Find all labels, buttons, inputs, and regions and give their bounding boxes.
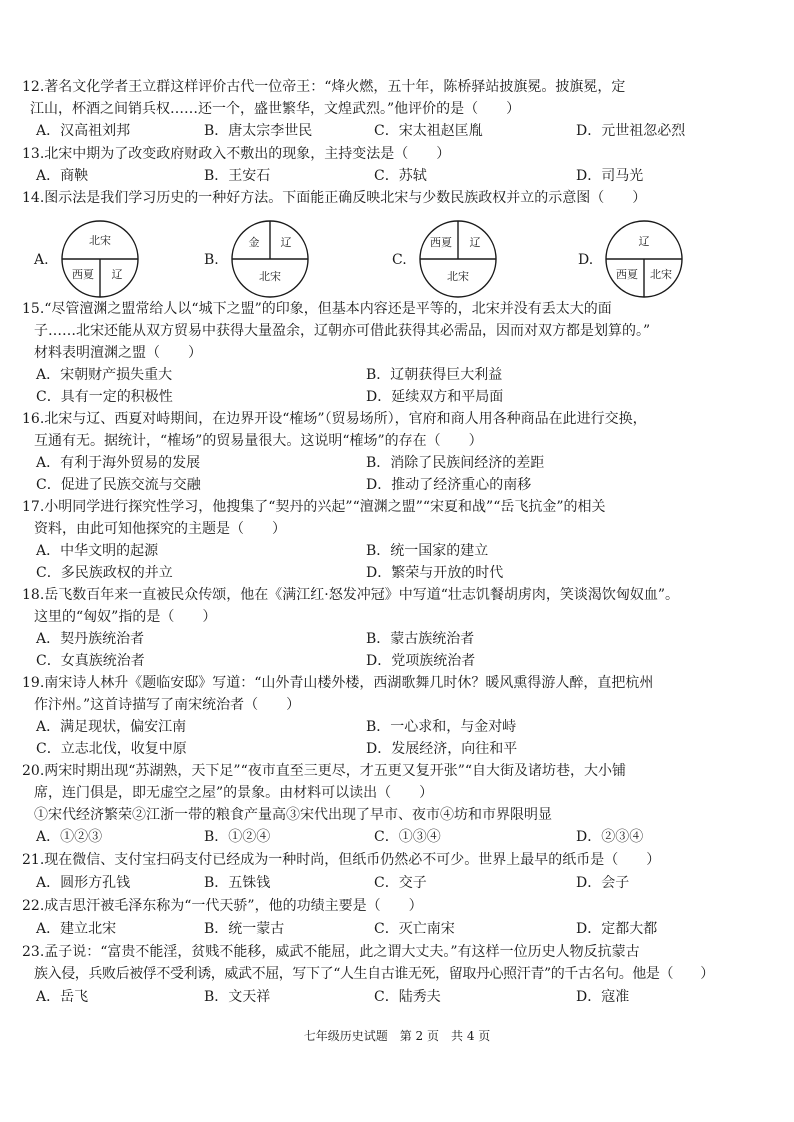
q16-options-row1 <box>36 452 766 474</box>
q22-option-b[interactable]: B．统一蒙古 <box>204 921 285 937</box>
q18-option-b[interactable]: B．蒙古族统治者 <box>366 631 475 647</box>
question-22 <box>22 895 762 917</box>
diagram-b-label-beisong: 北宋 <box>259 270 281 283</box>
q12-option-b[interactable]: B．唐太宗李世民 <box>204 123 313 139</box>
q15-option-c[interactable]: C．具有一定的积极性 <box>36 389 173 405</box>
q20-stem-line3: ①宋代经济繁荣②江浙一带的粮食产量高③宋代出现了早市、夜市④坊和市界限明显 <box>34 807 552 823</box>
q21-stem-line1: 21.现在微信、支付宝扫码支付已经成为一种时尚，但纸币仍然必不可少。世界上最早的纸币是（ ） <box>22 852 661 868</box>
q15-options-row1 <box>36 364 766 386</box>
q19-stem-line1: 19.南宋诗人林升《题临安邸》写道：“山外青山楼外楼，西湖歌舞几时休？暖风熏得游人醉，直把杭州 <box>22 675 654 691</box>
diagram-b-label-jin: 金 <box>248 236 260 249</box>
q16-option-b[interactable]: B．消除了民族间经济的差距 <box>366 455 545 471</box>
pie-diagram-b <box>226 216 314 302</box>
q17-option-b[interactable]: B．统一国家的建立 <box>366 543 489 559</box>
question-19 <box>22 672 762 716</box>
q17-stem-line2: 资料，由此可知他探究的主题是（ ） <box>34 521 286 537</box>
q20-options <box>36 826 766 848</box>
q16-stem-line2: 互通有无。据统计，“榷场”的贸易量很大。这说明“榷场”的存在（ ） <box>34 433 483 449</box>
q23-option-b[interactable]: B．文天祥 <box>204 989 271 1005</box>
q12-stem-line1: 12.著名文化学者王立群这样评价古代一位帝王：“烽火燃，五十年，陈桥驿站披旗冕。披旗冕，定 <box>22 79 626 95</box>
q17-option-c[interactable]: C．多民族政权的并立 <box>36 565 173 581</box>
q18-stem-line2: 这里的“匈奴”指的是（ ） <box>34 609 217 625</box>
q23-option-c[interactable]: C．陆秀夫 <box>374 989 441 1005</box>
diagram-a-label-beisong: 北宋 <box>89 234 111 247</box>
diagram-b-label-liao: 辽 <box>280 236 292 249</box>
q21-option-a[interactable]: A．圆形方孔钱 <box>36 875 131 891</box>
q22-option-d[interactable]: D．定都大都 <box>576 921 658 937</box>
pie-diagram-a <box>56 216 144 302</box>
q19-options-row1 <box>36 716 766 738</box>
q20-stem-line2: 席，连门俱是，即无虚空之屋”的景象。由材料可以读出（ ） <box>34 785 434 801</box>
q18-stem-line1: 18.岳飞数百年来一直被民众传颂，他在《满江红·怒发冲冠》中写道“壮志饥餐胡虏肉，笑谈渴饮匈奴血”。 <box>22 587 680 603</box>
q12-options <box>36 120 766 142</box>
q12-option-d[interactable]: D．元世祖忽必烈 <box>576 123 686 139</box>
q12-option-a[interactable]: A．汉高祖刘邦 <box>36 123 131 139</box>
q17-options-row2 <box>36 562 766 584</box>
pie-diagram-d <box>600 216 688 302</box>
q14-option-c-letter: C. <box>392 252 407 268</box>
question-20 <box>22 760 762 826</box>
q14-option-a-letter: A. <box>34 252 49 268</box>
q21-option-d[interactable]: D．会子 <box>576 875 630 891</box>
q20-stem-line1: 20.两宋时期出现“苏湖熟，天下足”“夜市直至三更尽，才五更又复开张”“自大街及诸坊巷，大小铺 <box>22 763 627 779</box>
q20-option-d[interactable]: D．②③④ <box>576 829 644 845</box>
q22-stem-line1: 22.成吉思汗被毛泽东称为“一代天骄”，他的功绩主要是（ ） <box>22 898 423 914</box>
q22-options <box>36 918 766 940</box>
question-15 <box>22 298 762 364</box>
diagram-c-label-liao: 辽 <box>469 236 481 249</box>
q15-stem-line1: 15.“尽管澶渊之盟常给人以“城下之盟”的印象，但基本内容还是平等的，北宋并没有丢太大的面 <box>22 301 612 317</box>
q15-stem-line3: 材料表明澶渊之盟（ ） <box>34 345 202 361</box>
q19-option-a[interactable]: A．满足现状，偏安江南 <box>36 719 187 735</box>
q20-option-a[interactable]: A．①②③ <box>36 829 103 845</box>
q16-option-a[interactable]: A．有利于海外贸易的发展 <box>36 455 201 471</box>
q18-option-a[interactable]: A．契丹族统治者 <box>36 631 145 647</box>
q18-option-c[interactable]: C．女真族统治者 <box>36 653 145 669</box>
question-13 <box>22 143 762 165</box>
q19-options-row2 <box>36 738 766 760</box>
q18-options-row1 <box>36 628 766 650</box>
q19-option-b[interactable]: B．一心求和，与金对峙 <box>366 719 517 735</box>
q18-options-row2 <box>36 650 766 672</box>
q21-options <box>36 872 766 894</box>
diagram-c-label-xixia: 西夏 <box>430 236 452 249</box>
diagram-a-label-xixia: 西夏 <box>72 268 94 281</box>
q20-option-c[interactable]: C．①③④ <box>374 829 441 845</box>
q16-option-d[interactable]: D．推动了经济重心的南移 <box>366 477 532 493</box>
question-18 <box>22 584 762 628</box>
q14-stem-line1: 14.图示法是我们学习历史的一种好方法。下面能正确反映北宋与少数民族政权并立的示意图（ ） <box>22 190 647 206</box>
q17-option-a[interactable]: A．中华文明的起源 <box>36 543 159 559</box>
q23-options <box>36 986 766 1008</box>
q18-option-d[interactable]: D．党项族统治者 <box>366 653 476 669</box>
diagram-a-label-liao: 辽 <box>111 268 123 281</box>
q14-option-d-letter: D. <box>578 252 594 268</box>
q13-option-a[interactable]: A．商鞅 <box>36 168 89 184</box>
q23-stem-line1: 23.孟子说：“富贵不能淫，贫贱不能移，威武不能屈，此之谓大丈夫。”有这样一位历史人物反抗蒙古 <box>22 944 640 960</box>
question-21 <box>22 849 762 871</box>
q15-option-d[interactable]: D．延续双方和平局面 <box>366 389 504 405</box>
question-12 <box>22 76 762 120</box>
diagram-c-label-beisong: 北宋 <box>447 270 469 283</box>
q12-stem-line2: 江山，杯酒之间销兵权……还一个，盛世繁华，文煌武烈。”他评价的是（ ） <box>30 101 521 117</box>
q16-option-c[interactable]: C．促进了民族交流与交融 <box>36 477 201 493</box>
q13-options <box>36 165 766 187</box>
q13-option-b[interactable]: B．王安石 <box>204 168 271 184</box>
q23-option-a[interactable]: A．岳飞 <box>36 989 89 1005</box>
q16-stem-line1: 16.北宋与辽、西夏对峙期间，在边界开设“榷场”（贸易场所），官府和商人用各种商品在此进行交换， <box>22 411 647 427</box>
q19-stem-line2: 作汴州。”这首诗描写了南宋统治者（ ） <box>34 697 301 713</box>
q15-options-row2 <box>36 386 766 408</box>
page-footer: 七年级历史试题 第 2 页 共 4 页 <box>303 1029 491 1043</box>
q22-option-c[interactable]: C．灭亡南宋 <box>374 921 455 937</box>
q13-option-d[interactable]: D．司马光 <box>576 168 644 184</box>
q21-option-c[interactable]: C．交子 <box>374 875 427 891</box>
diagram-d-label-xixia: 西夏 <box>616 268 638 281</box>
q13-stem-line1: 13.北宋中期为了改变政府财政入不敷出的现象，主持变法是（ ） <box>22 146 451 162</box>
q17-options-row1 <box>36 540 766 562</box>
q17-stem-line1: 17.小明同学进行探究性学习，他搜集了“契丹的兴起”“澶渊之盟”“宋夏和战”“岳飞抗金”的相关 <box>22 499 606 515</box>
q17-option-d[interactable]: D．繁荣与开放的时代 <box>366 565 504 581</box>
q20-option-b[interactable]: B．①②④ <box>204 829 271 845</box>
q15-option-b[interactable]: B．辽朝获得巨大利益 <box>366 367 503 383</box>
q12-option-c[interactable]: C．宋太祖赵匡胤 <box>374 123 483 139</box>
q22-option-a[interactable]: A．建立北宋 <box>36 921 117 937</box>
q15-option-a[interactable]: A．宋朝财产损失重大 <box>36 367 173 383</box>
q19-option-c[interactable]: C．立志北伐，收复中原 <box>36 741 187 757</box>
diagram-d-label-beisong: 北宋 <box>650 268 672 281</box>
q21-option-b[interactable]: B．五铢钱 <box>204 875 271 891</box>
pie-diagram-c <box>414 216 502 302</box>
diagram-d-label-liao: 辽 <box>638 235 650 248</box>
q14-option-b-letter: B. <box>204 252 219 268</box>
q23-stem-line2: 族入侵，兵败后被俘不受利诱，威武不屈，写下了“人生自古谁无死，留取丹心照汗青”的千古名句。他是（ ） <box>34 966 714 982</box>
q15-stem-line2: 子……北宋还能从双方贸易中获得大量盈余，辽朝亦可借此获得其必需品，因而对双方都是划算的。” <box>34 323 651 339</box>
question-16 <box>22 408 762 452</box>
question-14 <box>22 187 762 209</box>
question-17 <box>22 496 762 540</box>
question-23 <box>22 941 762 985</box>
q23-option-d[interactable]: D．寇准 <box>576 989 630 1005</box>
q16-options-row2 <box>36 474 766 496</box>
q19-option-d[interactable]: D．发展经济，向往和平 <box>366 741 518 757</box>
q13-option-c[interactable]: C．苏轼 <box>374 168 427 184</box>
